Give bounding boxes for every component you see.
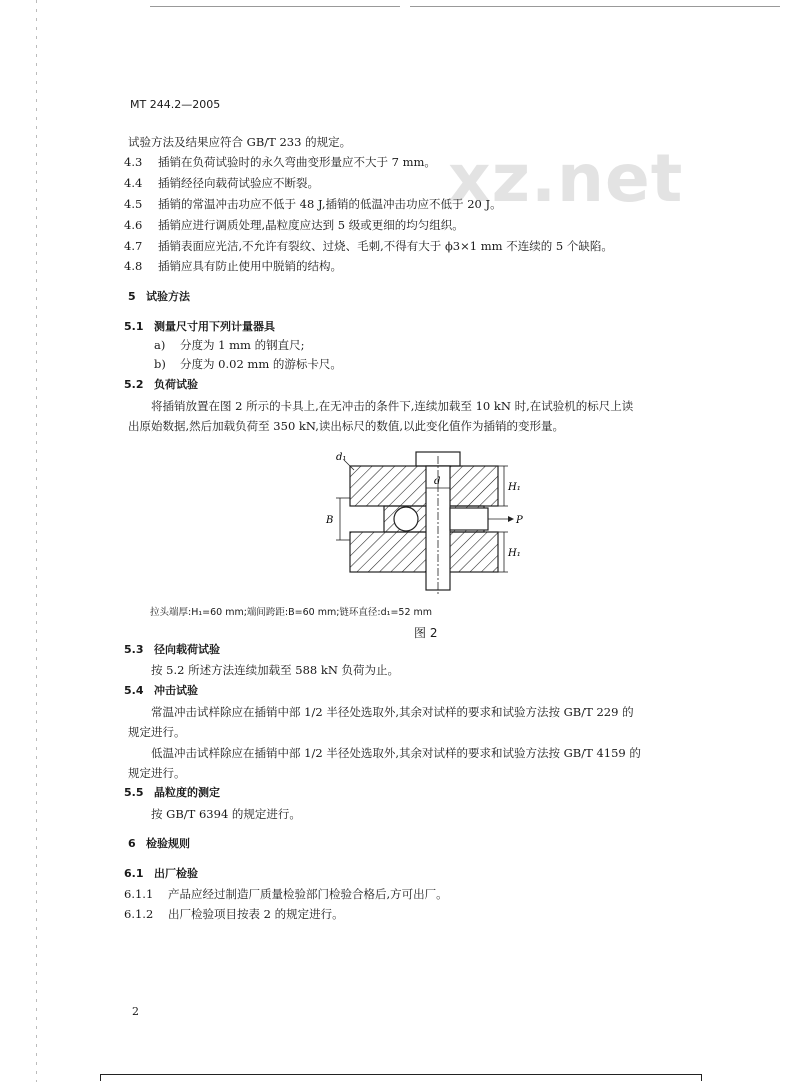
- top-rule-left: [150, 6, 400, 7]
- label-P: P: [516, 515, 523, 526]
- figure-title: 图 2: [414, 626, 438, 640]
- clause-4-7: 4.7 插销表面应光洁,不允许有裂纹、过烧、毛刺,不得有大于 ϕ3×1 mm 不连续的 5 个缺陷。: [124, 239, 613, 253]
- label-B: B: [326, 515, 334, 526]
- clause-4-4: 4.4 插销经径向载荷试验应不断裂。: [124, 176, 319, 190]
- clause-5-2: 5.2 负荷试验: [124, 378, 198, 391]
- para-5-4-line3: 低温冲击试样除应在插销中部 1/2 半径处选取外,其余对试样的要求和试验方法按 GB/T 4159 的: [151, 746, 641, 760]
- bottom-frame: [100, 1074, 702, 1081]
- clause-5-3: 5.3 径向载荷试验: [124, 643, 220, 656]
- clause-5-4: 5.4 冲击试验: [124, 684, 198, 697]
- figure-2-diagram: [322, 448, 532, 598]
- clause-4-8: 4.8 插销应具有防止使用中脱销的结构。: [124, 259, 342, 273]
- top-rule-right: [410, 6, 780, 7]
- label-H1-bottom: H₁: [508, 548, 521, 559]
- item-a: a) 分度为 1 mm 的钢直尺;: [154, 338, 305, 352]
- page-number: 2: [132, 1005, 139, 1018]
- para-5-2-line2: 出原始数据,然后加载负荷至 350 kN,读出标尺的数值,以此变化值作为插销的变形量。: [128, 419, 565, 433]
- para-5-4-line4: 规定进行。: [128, 766, 186, 780]
- para-5-5: 按 GB/T 6394 的规定进行。: [151, 807, 301, 821]
- doc-code: MT 244.2—2005: [130, 98, 221, 111]
- clause-4-6: 4.6 插销应进行调质处理,晶粒度应达到 5 级或更细的均匀组织。: [124, 218, 464, 232]
- line-continuation: 试验方法及结果应符合 GB/T 233 的规定。: [128, 135, 352, 149]
- figure-caption: 拉头端厚:H₁=60 mm;端间跨距:B=60 mm;链环直径:d₁=52 mm: [150, 607, 433, 618]
- para-5-4-line1: 常温冲击试样除应在插销中部 1/2 半径处选取外,其余对试样的要求和试验方法按 GB/T 229 的: [151, 705, 634, 719]
- section-5-heading: 5 试验方法: [128, 290, 190, 303]
- label-d: d: [434, 476, 441, 487]
- clause-4-5: 4.5 插销的常温冲击功应不低于 48 J,插销的低温冲击功应不低于 20 J。: [124, 197, 502, 211]
- label-H1-top: H₁: [508, 482, 521, 493]
- label-d1: d₁: [336, 452, 347, 463]
- para-5-2-line1: 将插销放置在图 2 所示的卡具上,在无冲击的条件下,连续加载至 10 kN 时,在试验机的标尺上读: [151, 399, 634, 413]
- watermark: xz.net: [448, 140, 684, 217]
- clause-4-3: 4.3 插销在负荷试验时的永久弯曲变形量应不大于 7 mm。: [124, 155, 436, 169]
- clause-5-5: 5.5 晶粒度的测定: [124, 786, 220, 799]
- item-b: b) 分度为 0.02 mm 的游标卡尺。: [154, 357, 342, 371]
- clause-5-1: 5.1 测量尺寸用下列计量器具: [124, 320, 275, 333]
- binding-edge: [36, 0, 37, 1082]
- section-6-heading: 6 检验规则: [128, 837, 190, 850]
- para-5-3: 按 5.2 所述方法连续加载至 588 kN 负荷为止。: [151, 663, 400, 677]
- clause-6-1-1: 6.1.1 产品应经过制造厂质量检验部门检验合格后,方可出厂。: [124, 887, 448, 901]
- clause-6-1: 6.1 出厂检验: [124, 867, 198, 880]
- para-5-4-line2: 规定进行。: [128, 725, 186, 739]
- clause-6-1-2: 6.1.2 出厂检验项目按表 2 的规定进行。: [124, 907, 344, 921]
